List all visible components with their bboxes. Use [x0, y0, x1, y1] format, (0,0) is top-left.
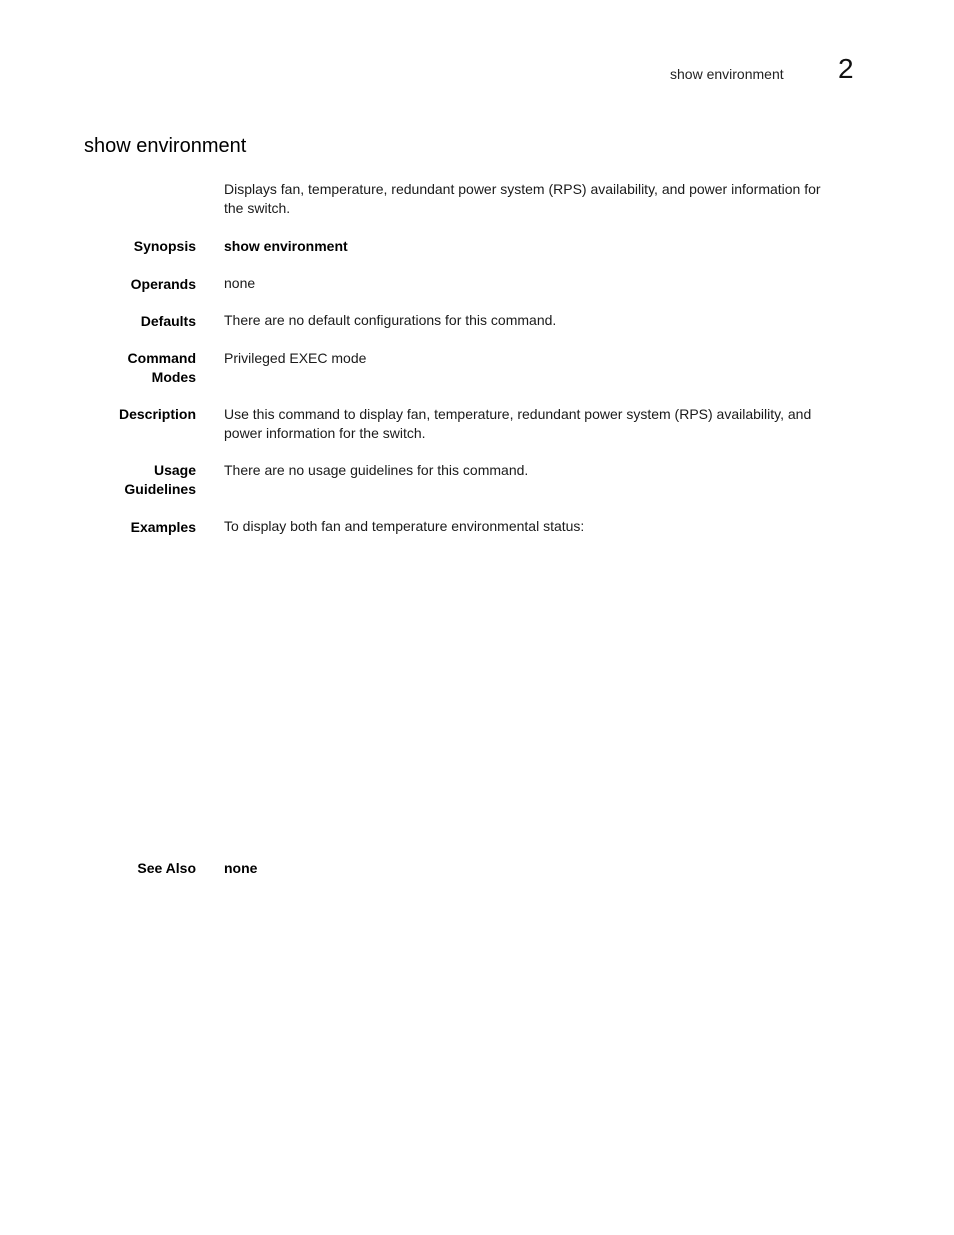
usage-guidelines-label [124, 461, 196, 499]
operands-label: Operands [130, 276, 196, 292]
usage-guidelines-label-line-2: Guidelines [124, 481, 196, 497]
running-header: show environment [670, 66, 784, 82]
operands-text: none [224, 275, 256, 291]
chapter-number: 2 [838, 53, 854, 84]
examples-label: Examples [130, 519, 196, 535]
defaults-text: There are no default configurations for this command. [224, 312, 557, 328]
see-also-text: none [224, 860, 258, 876]
usage-guidelines-label-line-1: Usage [153, 462, 196, 478]
defaults-label: Defaults [140, 313, 196, 329]
examples-text: To display both fan and temperature environmental status: [224, 518, 585, 534]
usage-guidelines-text: There are no usage guidelines for this command. [224, 462, 529, 478]
command-modes-label-line-1: Command [127, 350, 196, 366]
intro-text [224, 180, 859, 218]
intro-line-2: the switch. [224, 200, 291, 216]
description-line-2: power information for the switch. [224, 425, 426, 441]
command-modes-label [128, 349, 196, 387]
synopsis-label: Synopsis [133, 238, 196, 254]
command-modes-text: Privileged EXEC mode [224, 350, 367, 366]
intro-line-1: Displays fan, temperature, redundant power system (RPS) availability, and power information for [224, 181, 821, 197]
see-also-label: See Also [137, 860, 196, 876]
description-label: Description [118, 406, 196, 422]
synopsis-text: show environment [224, 238, 348, 254]
description-line-1: Use this command to display fan, temperature, redundant power system (RPS) availability, and [224, 406, 812, 422]
page-title: show environment [84, 135, 247, 157]
description-text [224, 405, 859, 443]
command-modes-label-line-2: Modes [151, 369, 196, 385]
